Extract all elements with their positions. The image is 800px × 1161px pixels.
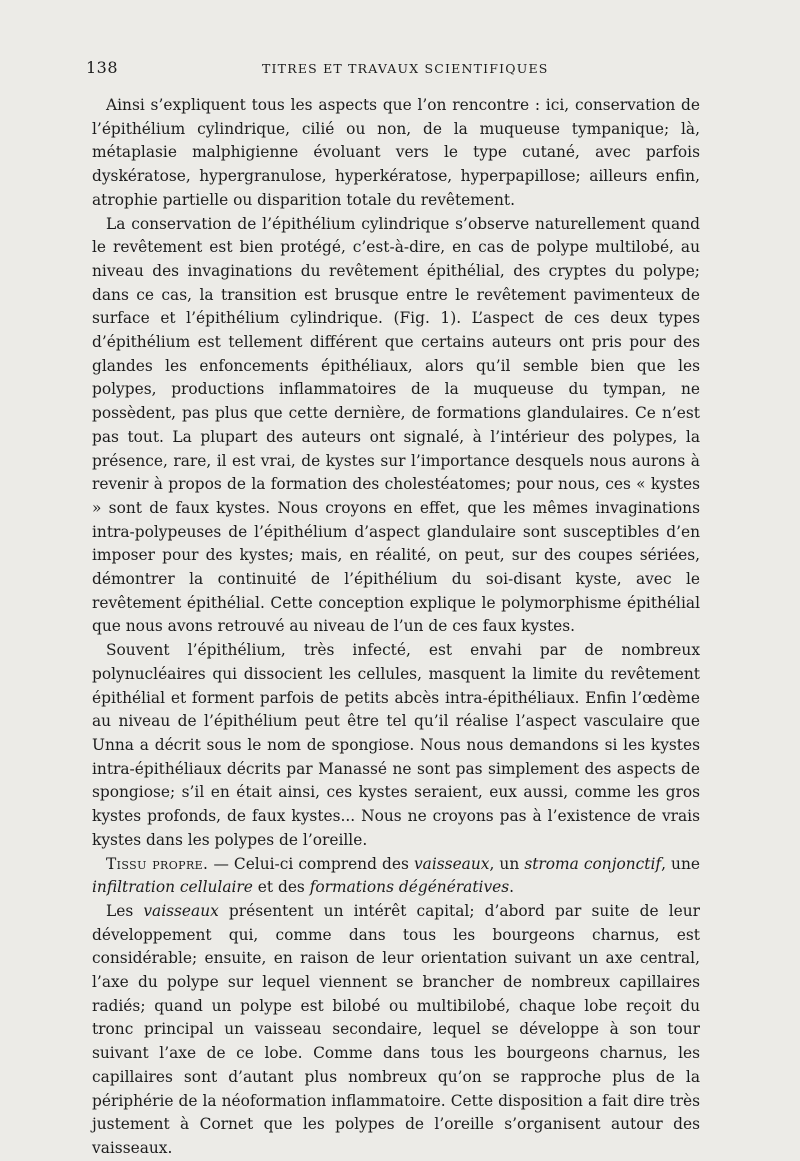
paragraph-tissu-propre: [92, 853, 700, 900]
italic-term: formations dégénératives: [309, 878, 510, 897]
paragraph-aspects: Ainsi s’expliquent tous les aspects que l’on rencontre : ici, conservation de l’épithélium cylindrique, cilié ou non, de la muqueuse tympanique; là, métaplasie malphigienne évoluant vers le type cutané, avec parfois dyskératose, hypergranulose, hyperkératose, hyperpapillose; ailleurs enfin, atrophie partielle ou disparition totale du revêtement.: [92, 96, 700, 209]
text-run: présentent un intérêt capital; d’abord par suite de leur développement qui, comme dans tous les bourgeons charnus, est considérable; ensuite, en raison de leur orientation suivant un axe central, l’axe du polype sur lequel viennent se brancher de nombreux capillaires radiés; quand un polype est bilobé ou multibilobé, chaque lobe reçoit du tronc principal un vaisseau secondaire, lequel se développe à son tour suivant l’axe de ce lobe. Comme dans tous les bourgeons charnus, les capillaires sont d’autant plus nombreux qu’on se rapproche plus de la périphérie de la néoformation inflammatoire. Cette disposition a fait dire très justement à Cornet que les polypes de l’oreille s’organisent autour des vaisseaux.: [92, 901, 700, 1157]
text-run: — Celui-ci comprend des: [208, 854, 414, 873]
text-run: , une: [661, 854, 700, 873]
paragraph-polynuclear-infiltration: Souvent l’épithélium, très infecté, est envahi par de nombreux polynucléaires qui dissocient les cellules, masquent la limite du revêtement épithélial et forment parfois de petits abcès intra-épithéliaux. Enfin l’œdème au niveau de l’épithélium peut être tel qu’il réalise l’aspect vasculaire que Unna a décrit sous le nom de spongiose. Nous nous demandons si les kystes intra-épithéliaux décrits par Manassé ne sont pas simplement des aspects de spongiose; s’il en était ainsi, ces kystes seraient, eux aussi, comme les gros kystes profonds, de faux kystes... Nous ne croyons pas à l’existence de vrais kystes dans les polypes de l’oreille.: [92, 641, 700, 849]
paragraph-cylindrical-epithelium: La conservation de l’épithélium cylindrique s’observe naturellement quand le revêtement est bien protégé, c’est-à-dire, en cas de polype multilobé, au niveau des invaginations du revêtement épithélial, des cryptes du polype; dans ce cas, la transition est brusque entre le revêtement pavimenteux de surface et l’épithélium cylindrique. (Fig. 1). L’aspect de ces deux types d’épithélium est tellement différent que certains auteurs ont pris pour des glandes les enfoncements épithéliaux, alors qu’il semble bien que les polypes, productions inflammatoires de la muqueuse du tympan, ne possèdent, pas plus que cette dernière, de formations glandulaires. Ce n’est pas tout. La plupart des auteurs ont signalé, à l’intérieur des polypes, la présence, rare, il est vrai, de kystes sur l’importance desquels nous aurons à revenir à propos de la formation des cholestéatomes; pour nous, ces « kystes » sont de faux kystes. Nous croyons en effet, que les mêmes invaginations intra-polypeuses de l’épithélium d’aspect glandulaire sont susceptibles d’en imposer pour des kystes; mais, en réalité, on peut, sur des coupes sériées, démontrer la continuité de l’épithélium du soi-disant kyste, avec le revêtement épithélial. Cette conception explique le polymorphisme épithélial que nous avons retrouvé au niveau de l’un de ces faux kystes.: [92, 214, 700, 636]
italic-term: stroma conjonctif: [524, 854, 662, 873]
running-title: TITRES ET TRAVAUX SCIENTIFIQUES: [262, 61, 549, 76]
text-run: , un: [489, 854, 525, 873]
italic-term: vaisseaux: [413, 854, 490, 873]
text-run: .: [509, 878, 515, 897]
text-run: et des: [252, 878, 310, 897]
page-number: 138: [86, 58, 119, 77]
body-text: [92, 94, 700, 1161]
italic-term: vaisseaux: [143, 901, 219, 920]
running-head: [86, 58, 700, 94]
text-run: Les: [106, 901, 144, 920]
italic-term: infiltration cellulaire: [92, 878, 253, 897]
section-lead: Tissu propre.: [106, 854, 209, 873]
paragraph-vaisseaux: [92, 900, 700, 1161]
